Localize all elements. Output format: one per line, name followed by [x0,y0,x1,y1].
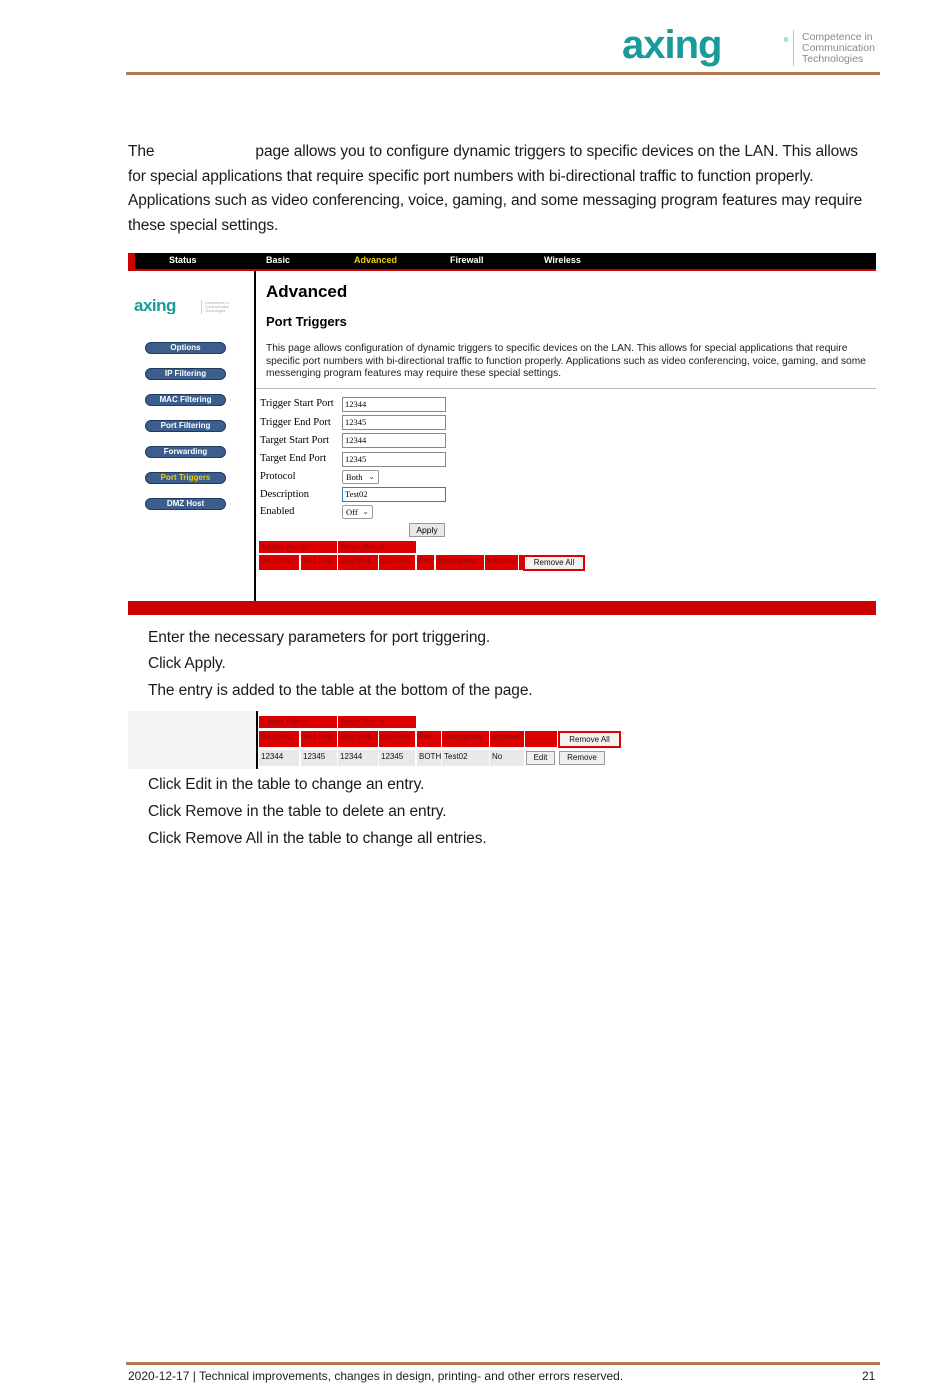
trigger-end-label: Trigger End Port [260,417,331,428]
target-end-input[interactable]: 12345 [342,452,446,467]
page-title: Advanced [266,282,348,301]
nav-firewall[interactable]: Firewall [450,255,484,265]
cell-enabled: No [490,750,524,766]
trigger-range-header: Trigger Range [259,716,337,728]
col-prot: Prot [417,555,434,570]
col-trigger-start: Start Port [259,731,299,747]
side-ip-filtering-button[interactable]: IP Filtering [145,368,226,380]
svg-text:®: ® [784,38,789,44]
sidebar-logo [134,298,200,314]
description-rule [256,388,876,389]
col-actions [525,731,557,747]
trigger-range-header: Trigger Range [259,541,337,553]
description-input[interactable]: Test02 [342,487,446,502]
protocol-select[interactable]: Both ⌄ [342,470,379,484]
nav-basic[interactable]: Basic [266,255,291,265]
target-start-label: Target Start Port [260,435,330,446]
chevron-down-icon: ⌄ [362,507,369,516]
cell-target-end: 12345 [379,750,415,766]
col-enabled: Enabled [485,555,518,570]
cell-target-start: 12344 [338,750,378,766]
page-number: 21 [862,1369,876,1383]
trigger-end-input[interactable]: 12345 [342,415,446,430]
screenshot-divider [256,711,258,769]
sidebar-divider [254,271,256,601]
section-description: This page allows configuration of dynamic triggers to specific devices on the LAN. This allows for special applications that require specific port numbers with bi-directional traffic to function properly. Applications such as video conferencing, voice, gaming, and some messenging program features may require these special settings. [266,343,866,380]
tagline: Competence in Communication Technologies [802,31,875,65]
footer-rule [126,1362,880,1365]
col-target-end: End Port [379,731,415,747]
col-enabled: Enabled [490,731,524,747]
sidebar-logo-separator [201,300,202,314]
table-screenshot [128,711,622,769]
nav-wireless[interactable]: Wireless [544,255,581,265]
step-5: Click Remove in the table to delete an entry. [148,803,447,820]
side-dmz-host-button[interactable]: DMZ Host [145,498,226,510]
side-port-filtering-button[interactable]: Port Filtering [145,420,226,432]
nav-accent [128,253,135,269]
trigger-start-label: Trigger Start Port [260,398,334,409]
step-6: Click Remove All in the table to change all entries. [148,830,487,847]
col-description: Description [442,731,489,747]
target-start-input[interactable]: 12344 [342,433,446,448]
remove-button[interactable]: Remove [559,751,605,765]
bottom-bar [128,601,876,615]
section-title: Port Triggers [266,314,347,329]
header-rule [126,72,880,75]
logo-separator [793,30,794,66]
edit-button[interactable]: Edit [526,751,555,765]
col-target-start: Start Port [338,731,378,747]
side-port-triggers-button[interactable]: Port Triggers [145,472,226,484]
remove-all-button[interactable]: Remove All [523,555,585,571]
enabled-label: Enabled [260,506,295,517]
target-range-header: Target Range [338,716,416,728]
cell-description: Test02 [442,750,489,766]
chevron-down-icon: ⌄ [368,472,375,481]
top-nav-bar [128,253,876,269]
col-trigger-end: End Port [301,555,337,570]
col-target-end: End Port [379,555,415,570]
side-forwarding-button[interactable]: Forwarding [145,446,226,458]
description-label: Description [260,489,309,500]
nav-underline [128,269,876,271]
step-2: Click Apply. [148,655,226,672]
svg-text:axing: axing [134,298,176,314]
col-target-start: Start Port [338,555,378,570]
router-screenshot [128,253,876,615]
step-1: Enter the necessary parameters for port triggering. [148,629,491,646]
intro-paragraph: The page allows you to configure dynamic triggers to specific devices on the LAN. This allows for special applications that require specific port numbers with bi-directional traffic to function properly. Applications such as video conferencing, voice, gaming, and some messaging program features may require these special settings. [128,143,863,235]
trigger-start-input[interactable]: 12344 [342,397,446,412]
cell-prot: BOTH [417,750,441,766]
sidebar-tagline: Competence in Communication Technologies [205,301,230,313]
screenshot-sidebar-area [128,711,256,769]
cell-trigger-start: 12344 [259,750,299,766]
nav-advanced[interactable]: Advanced [354,255,398,265]
side-options-button[interactable]: Options [145,342,226,354]
target-end-label: Target End Port [260,453,327,464]
remove-all-button[interactable]: Remove All [558,731,621,748]
col-trigger-start: Start Port [259,555,299,570]
step-3: The entry is added to the table at the bottom of the page. [148,682,533,699]
apply-button[interactable]: Apply [409,523,445,537]
target-range-header: Target Range [338,541,416,553]
axing-logo [622,28,792,72]
col-trigger-end: End Port [301,731,337,747]
cell-trigger-end: 12345 [301,750,337,766]
svg-text:axing: axing [622,28,722,67]
enabled-select[interactable]: Off ⌄ [342,505,373,519]
nav-status[interactable]: Status [169,255,197,265]
step-4: Click Edit in the table to change an entry. [148,776,425,793]
protocol-label: Protocol [260,471,296,482]
col-prot: Prot [417,731,441,747]
col-description: Description [436,555,484,570]
footer-text: 2020-12-17 | Technical improvements, changes in design, printing- and other errors reserved. [128,1369,624,1383]
side-mac-filtering-button[interactable]: MAC Filtering [145,394,226,406]
